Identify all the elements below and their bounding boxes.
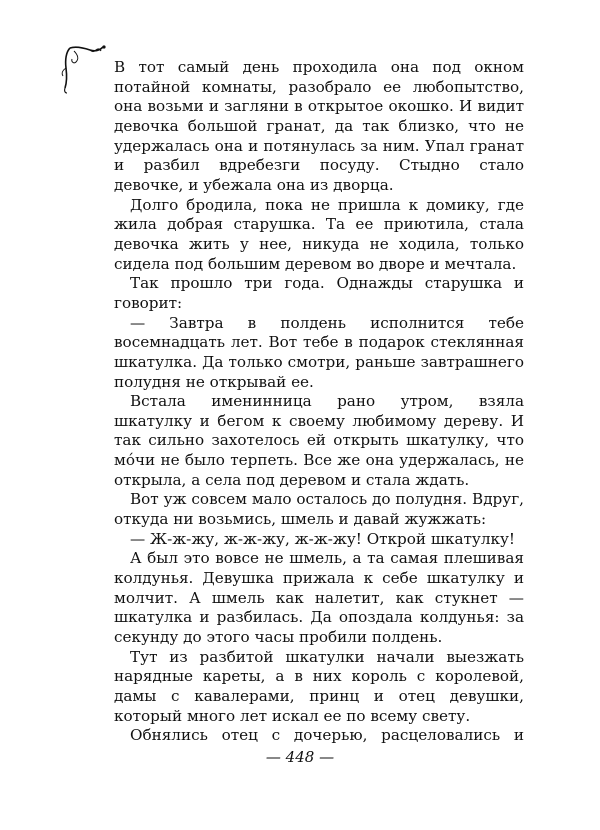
page-number: — 448 — <box>265 748 335 766</box>
paragraph: Встала именинница рано утром, взяла шкатулку и бегом к своему любимому дереву. И так сильно захотелось ей открыть шкатулку, что мо́чи не было терпеть. Все же она удержалась, не открыла, а села под деревом и стала ждать. <box>114 392 524 489</box>
paragraph: Обнялись отец с дочерью, расцеловались и <box>130 726 524 745</box>
corner-flourish-ornament-icon <box>56 40 116 100</box>
paragraph: Тут из разбитой шкатулки начали выезжать нарядные кареты, а в них король с королевой, дамы с кавалерами, принц и отец девушки, который много лет искал ее по всему свету. <box>114 647 524 725</box>
body-text <box>114 58 524 746</box>
paragraph: — Завтра в полдень исполнится тебе восемнадцать лет. Вот тебе в подарок стеклянная шкатулка. Да только смотри, раньше завтрашнего полудня не открывай ее. <box>114 313 524 391</box>
paragraph: — Ж-ж-жу, ж-ж-жу, ж-ж-жу! Открой шкатулку! <box>130 529 516 548</box>
paragraph: А был это вовсе не шмель, а та самая плешивая колдунья. Девушка прижала к себе шкатулку и молчит. А шмель как налетит, как стукнет — шкатулка и разбилась. Да опоздала колдунья: за секунду до этого часы пробили полдень. <box>114 549 524 647</box>
paragraph: В тот самый день проходила она под окном потайной комнаты, разобрало ее любопытство, она возьми и загляни в открытое окошко. И видит девочка большой гранат, да так близко, что не удержалась она и потянулась за ним. Упал гранат и разбил вдребезги посуду. Стыдно стало девочке, и убежала она из дворца. <box>114 58 524 194</box>
paragraph: Так прошло три года. Однажды старушка и говорит: <box>114 274 524 312</box>
paragraph: Вот уж совсем мало осталось до полудня. Вдруг, откуда ни возьмись, шмель и давай жужжать: <box>114 490 524 529</box>
paragraph: Долго бродила, пока не пришла к домику, где жила добрая старушка. Та ее приютила, стала девочка жить у нее, никуда не ходила, только сидела под большим деревом во дворе и мечтала. <box>114 195 524 273</box>
